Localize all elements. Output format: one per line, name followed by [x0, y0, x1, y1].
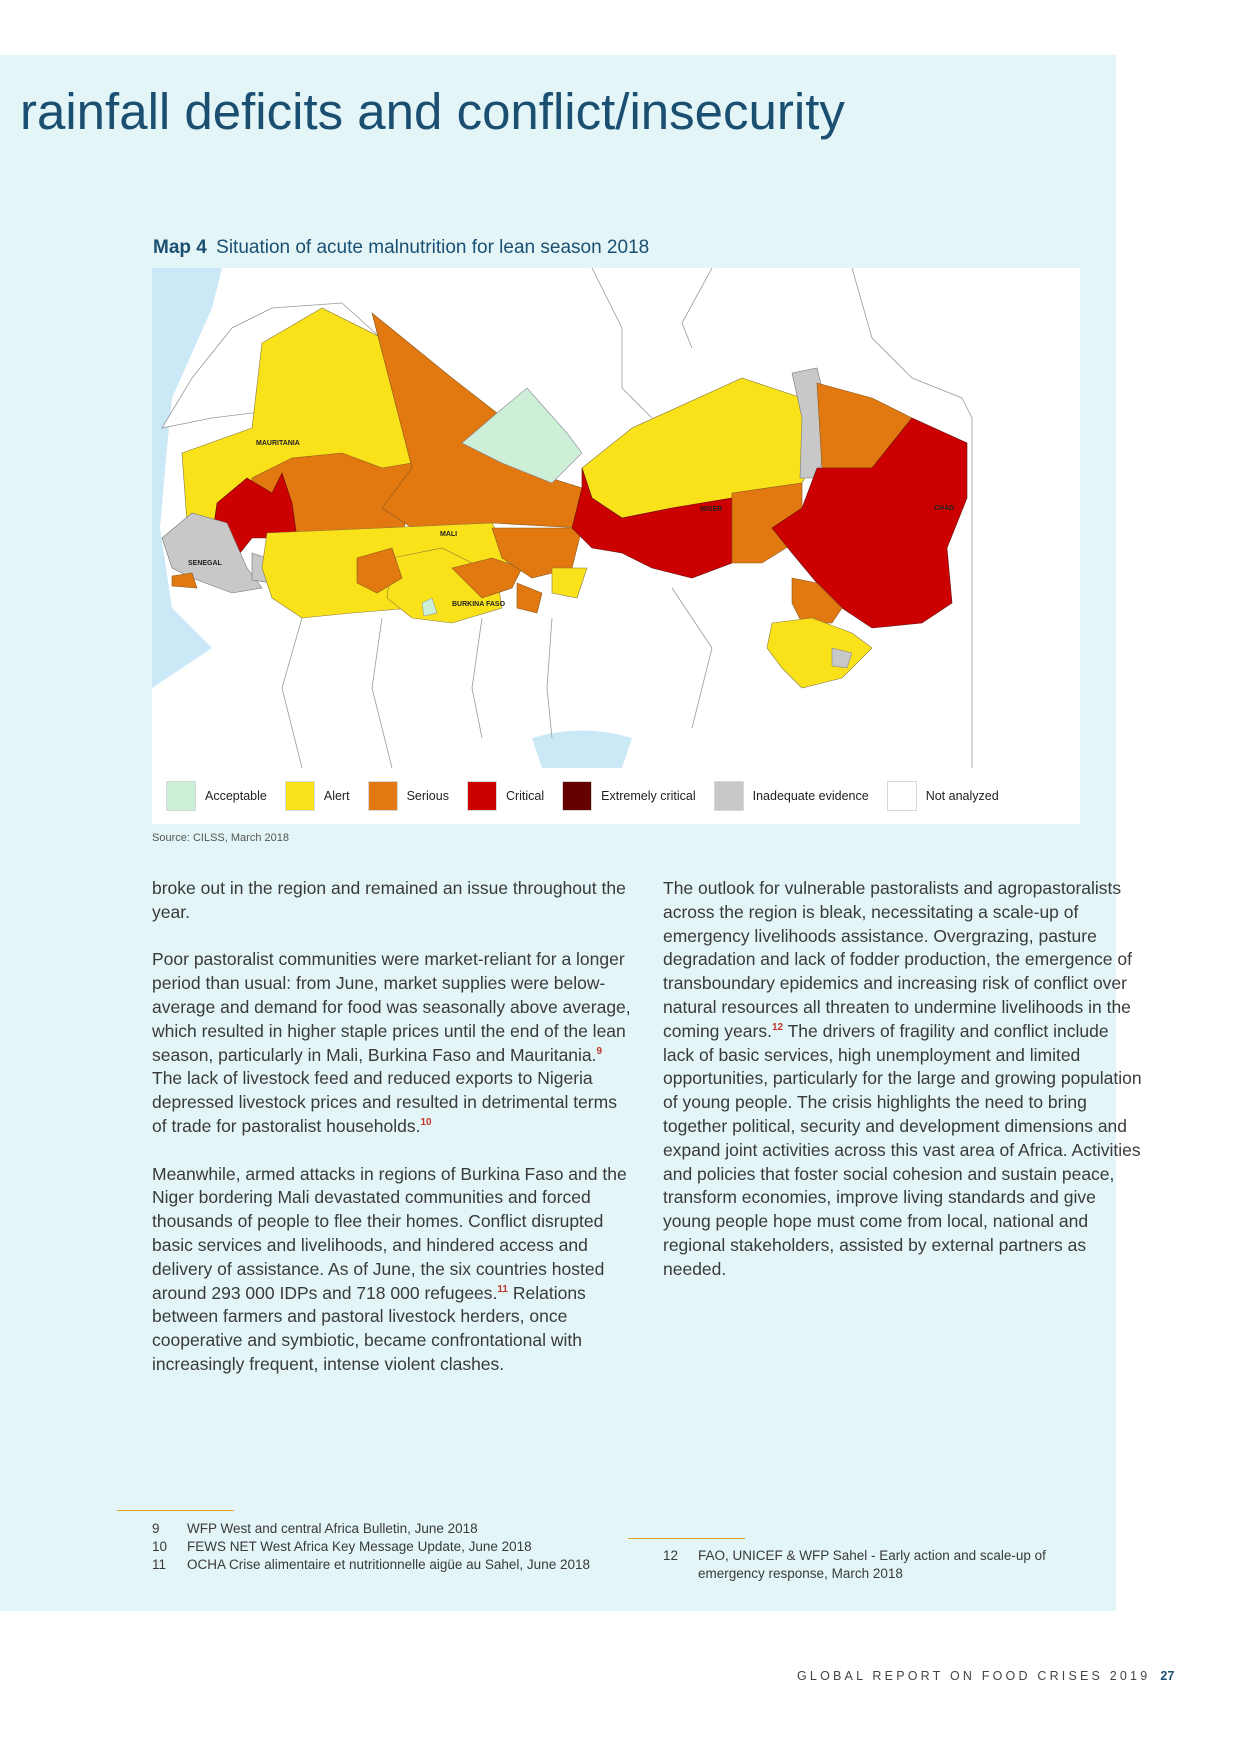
map-graphic [152, 268, 1080, 768]
legend-label: Not analyzed [925, 789, 999, 803]
map-title-text: Situation of acute malnutrition for lean season 2018 [216, 237, 650, 258]
footnote-rule-right [628, 1538, 745, 1539]
page-footer [797, 1669, 1174, 1683]
footnote-number: 11 [152, 1557, 167, 1572]
legend-swatch [368, 781, 398, 811]
footnote-number: 12 [663, 1548, 679, 1563]
footnotes-left [152, 1520, 622, 1574]
legend-swatch [467, 781, 497, 811]
map-label-mauritania: MAURITANIA [256, 440, 300, 447]
footnote-text: FAO, UNICEF & WFP Sahel - Early action and scale-up of emergency response, March 2018 [698, 1548, 1046, 1581]
footnotes-right [663, 1547, 1083, 1583]
footnote-number: 9 [152, 1521, 160, 1536]
legend-item [714, 781, 869, 811]
footnote-number: 10 [152, 1539, 168, 1554]
legend-item [285, 781, 350, 811]
footnote-rule-left [117, 1510, 234, 1511]
footnote-ref-10[interactable]: 10 [420, 1117, 432, 1129]
footnote-ref-12[interactable]: 12 [771, 1021, 784, 1033]
right-paragraph-1 [663, 877, 1143, 1282]
left-column [152, 877, 632, 1401]
legend-label: Serious [406, 789, 449, 803]
right-p1b-text: The drivers of fragility and conflict include lack of basic services, high unemployment and limited opportunities, particularly for the large and growing population of young people. The crisis highlights the need to bring together political, security and development dimensions and expand joint activities across this vast area of Africa. Activities and policies that foster social cohesion and sustain peace, transform economies, improve living standards and give young people hope must come from local, national and regional stakeholders, assisted by external partners as needed. [663, 1020, 1142, 1279]
map-label-chad: CHAD [934, 505, 955, 512]
page-number: 27 [1160, 1669, 1175, 1683]
footnote-item [152, 1520, 622, 1538]
left-p3b-text: Relations between farmers and pastoral livestock herders, once cooperative and symbiotic, became confrontational with increasingly frequent, intense violent clashes. [152, 1282, 586, 1374]
left-paragraph-2 [152, 948, 632, 1138]
malnutrition-map [152, 268, 1080, 824]
map-label-burkina-faso: BURKINA FASO [452, 601, 506, 608]
page-heading: rainfall deficits and conflict/insecurity [20, 83, 845, 140]
legend-swatch [562, 781, 592, 811]
map-number: Map 4 [153, 237, 207, 258]
left-p3-text: Meanwhile, armed attacks in regions of Burkina Faso and the Niger bordering Mali devastated communities and forced thousands of people to flee their homes. Conflict disrupted basic services and livelihoods, and hindered access and delivery of assistance. As of June, the six countries hosted around 293 000 IDPs and 718 000 refugees. [152, 1163, 627, 1303]
footnote-item [152, 1538, 622, 1556]
footnote-ref-9[interactable]: 9 [596, 1045, 603, 1057]
gulf-area [532, 731, 632, 769]
legend-label: Critical [505, 789, 545, 803]
right-column [663, 877, 1143, 1305]
legend-swatch [166, 781, 196, 811]
footnote-text: FEWS NET West Africa Key Message Update, June 2018 [187, 1539, 532, 1554]
map-label-senegal: SENEGAL [188, 560, 222, 567]
map-legend [152, 768, 1080, 824]
legend-item [166, 781, 267, 811]
map-source: Source: CILSS, March 2018 [152, 832, 289, 844]
legend-swatch [285, 781, 315, 811]
footnote-ref-11[interactable]: 11 [497, 1283, 508, 1295]
legend-label: Extremely critical [601, 789, 696, 803]
footnote-item [152, 1556, 622, 1574]
legend-item [887, 781, 999, 811]
legend-label: Acceptable [205, 789, 267, 803]
legend-swatch [714, 781, 744, 811]
map-label-niger: NIGER [700, 506, 723, 513]
footnote-text: WFP West and central Africa Bulletin, June 2018 [187, 1521, 478, 1536]
legend-item [562, 781, 695, 811]
left-p2-text: Poor pastoralist communities were market-reliant for a longer period than usual: from June, market supplies were below-average and demand for food was seasonally above average, which resulted in higher staple prices until the end of the lean season, particularly in Mali, Burkina Faso and Mauritania. [152, 949, 631, 1065]
left-paragraph-1: broke out in the region and remained an issue throughout the year. [152, 878, 626, 922]
footnote-text: OCHA Crise alimentaire et nutritionnelle aigüe au Sahel, June 2018 [187, 1557, 590, 1572]
right-p1-text: The outlook for vulnerable pastoralists and agropastoralists across the region is bleak, necessitating a scale-up of emergency livelihoods assistance. Overgrazing, pasture degradation and lack of fodder production, the emergence of transboundary epidemics and increasing risk of conflict over natural resources all threaten to undermine livelihoods in the coming years. [663, 878, 1132, 1041]
legend-item [467, 781, 544, 811]
legend-item [368, 781, 449, 811]
left-p2b-text: The lack of livestock feed and reduced exports to Nigeria depressed livestock prices and resulted in detrimental terms of trade for pastoralist households. [152, 1068, 617, 1136]
legend-label: Inadequate evidence [752, 789, 869, 803]
legend-label: Alert [323, 789, 350, 803]
footer-report-title: GLOBAL REPORT ON FOOD CRISES 2019 [797, 1669, 1151, 1683]
map-label-mali: MALI [440, 531, 458, 538]
map-title [153, 237, 649, 259]
left-paragraph-3 [152, 1163, 632, 1377]
legend-swatch [887, 781, 917, 811]
